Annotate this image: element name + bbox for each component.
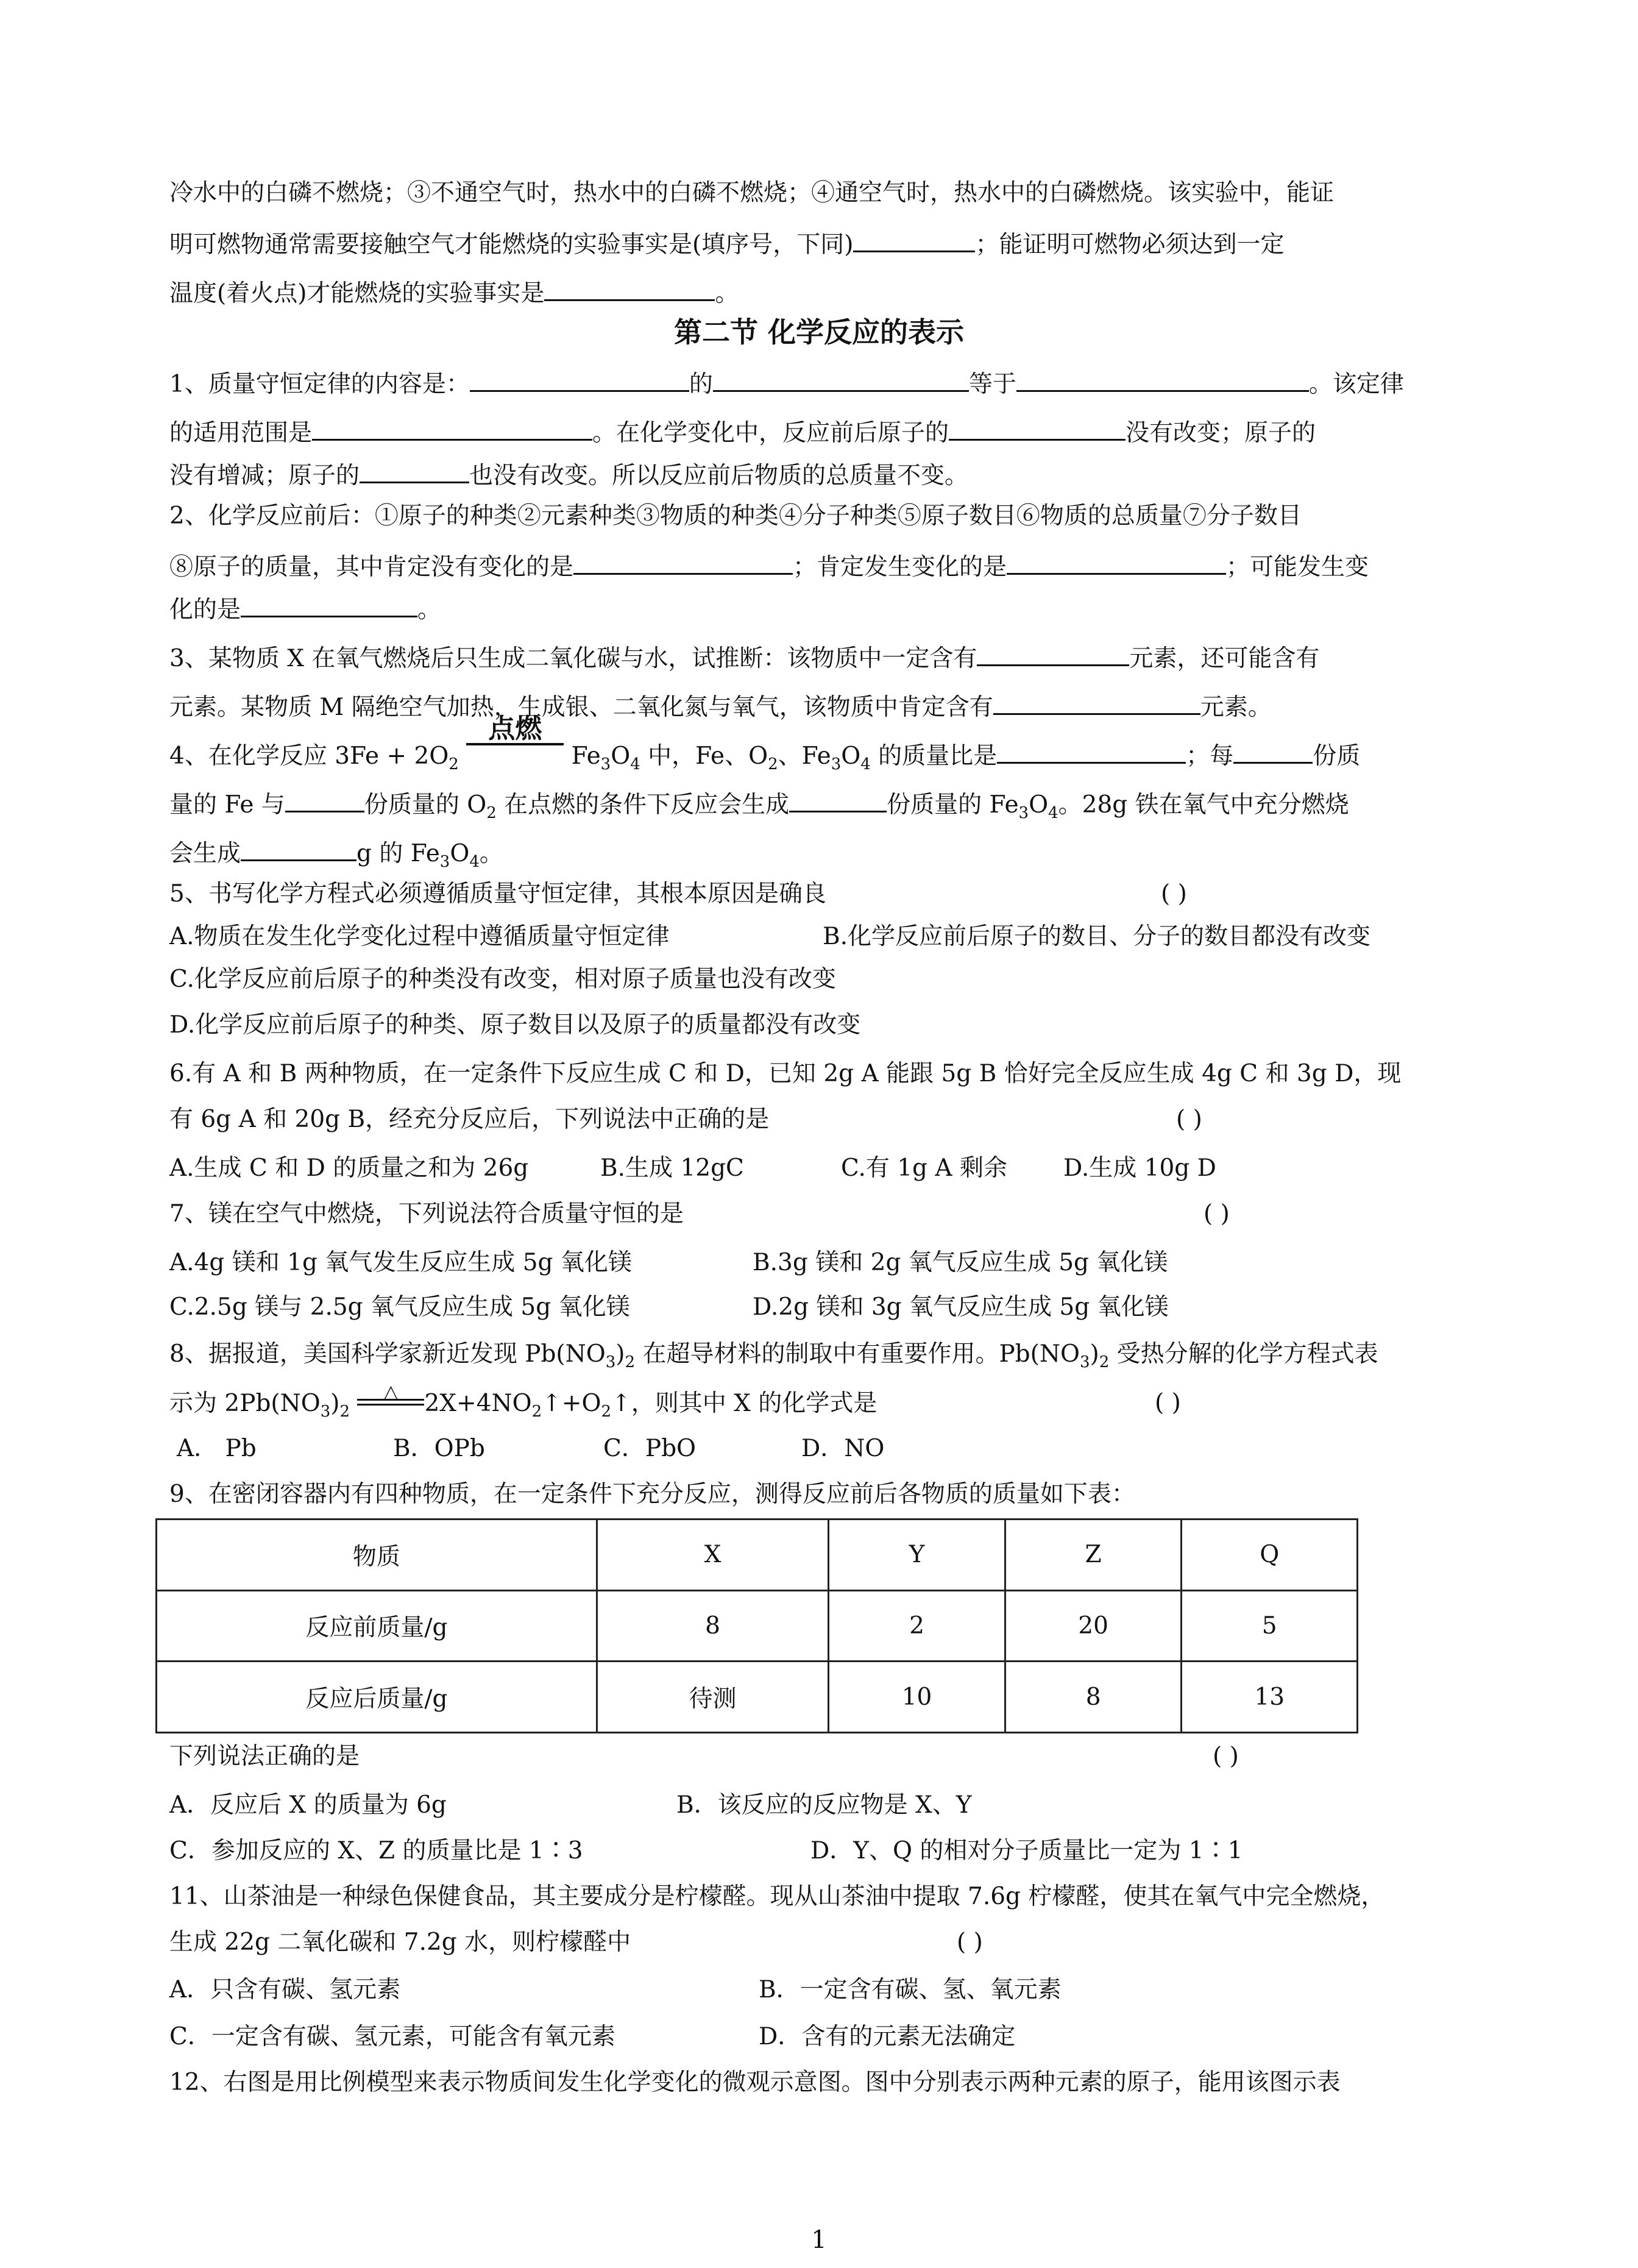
table-row [157,1590,1358,1662]
q9-after: 下列说法正确的是 [169,1743,360,1770]
table-header-row [157,1520,1358,1591]
table-header-cell: Z [1005,1520,1182,1591]
blank[interactable] [1233,738,1313,764]
q6-option-a[interactable]: A.生成 C 和 D 的质量之和为 26g [169,1154,529,1182]
answer-bracket[interactable]: ( ) [1161,880,1187,908]
table-cell: 反应前质量/g [157,1590,597,1662]
q6-line-2: 有 6g A 和 20g B，经充分反应后，下列说法中正确的是 [169,1106,770,1133]
intro-line-3: 温度(着火点)才能燃烧的实验事实是 。 [169,275,739,310]
q5-option-d[interactable]: D.化学反应前后原子的种类、原子数目以及原子的质量都没有改变 [169,1011,861,1039]
blank[interactable] [573,549,793,575]
q2-line-2: ⑧原子的质量，其中肯定没有变化的是 ；肯定发生变化的是 ；可能发生变 [169,549,1369,584]
answer-bracket[interactable]: ( ) [1155,1389,1181,1417]
blank[interactable] [285,786,364,812]
table-cell: 8 [1005,1662,1182,1733]
q12-line-1: 12、右图是用比例模型来表示物质间发生化学变化的微观示意图。图中分别表示两种元素的原子，能用该图示表 [169,2069,1341,2096]
table-cell: 反应后质量/g [157,1662,597,1733]
blank[interactable] [713,366,969,392]
q8-option-b[interactable]: B．OPb [393,1435,485,1462]
q11-option-d[interactable]: D．含有的元素无法确定 [759,2023,1016,2050]
table-cell: 待测 [597,1662,828,1733]
blank[interactable] [1016,366,1309,392]
blank[interactable] [544,275,715,301]
q8-line-1: 8、据报道，美国科学家新近发现 $Pb(NO_3)_2$ 在超导材料的制取中有重要作用。$Pb(NO_3)_2$ 受热分解的化学方程式表 [169,1340,1378,1371]
table-cell: 8 [597,1590,828,1662]
q2-line-3: 化的是 。 [169,591,441,627]
answer-bracket[interactable]: ( ) [1176,1106,1202,1133]
answer-bracket[interactable]: ( ) [1213,1743,1239,1770]
blank[interactable] [949,414,1126,441]
q9-option-b[interactable]: B．该反应的反应物是 X、Y [676,1791,972,1819]
q11-line-2: 生成 22g 二氧化碳和 7.2g 水，则柠檬醛中 [169,1929,631,1956]
blank[interactable] [241,591,417,617]
table-cell: 5 [1182,1590,1358,1662]
q7-option-b[interactable]: B.3g 镁和 2g 氧气反应生成 5g 氧化镁 [753,1249,1168,1276]
answer-bracket[interactable]: ( ) [1204,1200,1230,1228]
table-header-cell: Q [1182,1520,1358,1591]
q8-option-c[interactable]: C．PbO [603,1435,697,1462]
q6-option-d[interactable]: D.生成 10g D [1063,1154,1216,1182]
blank[interactable] [312,414,592,441]
q4-line-3: 会生成 g 的 $Fe_3O_4$。 [169,835,503,878]
q7-option-d[interactable]: D.2g 镁和 3g 氧气反应生成 5g 氧化镁 [753,1293,1169,1321]
q8-option-d[interactable]: D．NO [801,1435,885,1462]
q11-option-c[interactable]: C．一定含有碳、氢元素，可能含有氧元素 [169,2023,615,2050]
blank[interactable] [997,738,1186,764]
q5-stem: 5、书写化学方程式必须遵循质量守恒定律，其根本原因是确良 [169,880,826,908]
q6-option-c[interactable]: C.有 1g A 剩余 [841,1154,1007,1182]
q3-line-2: 元素。某物质 M 隔绝空气加热，生成银、二氧化氮与氧气，该物质中肯定含有 元素。 [169,689,1272,724]
blank[interactable] [993,689,1200,715]
q11-line-1: 11、山茶油是一种绿色保健食品，其主要成分是柠檬醛。现从山茶油中提取 7.6g 柠檬醛，使其在氧气中完全燃烧， [169,1883,1385,1910]
q7-stem: 7、镁在空气中燃烧，下列说法符合质量守恒的是 [169,1200,684,1228]
section-title: 第二节 化学反应的表示 [673,316,964,349]
blank[interactable] [1007,549,1226,575]
heating-condition: △ [357,1387,424,1411]
q9-option-a[interactable]: A．反应后 X 的质量为 6g [169,1791,447,1819]
q7-option-c[interactable]: C.2.5g 镁与 2.5g 氧气反应生成 5g 氧化镁 [169,1293,630,1321]
blank[interactable] [789,786,887,812]
q6-option-b[interactable]: B.生成 12gC [600,1154,744,1182]
intro-line-2: 明可燃物通常需要接触空气才能燃烧的实验事实是(填序号，下同) ；能证明可燃物必须达到一定 [169,226,1284,261]
q4-line-2: 量的 Fe 与 份质量的 $O_2$ 在点燃的条件下反应会生成 份质量的 $Fe_3O_4$。28g 铁在氧气中充分燃烧 [169,786,1349,830]
blank[interactable] [241,835,356,861]
q8-line-2: 示为 $2Pb(NO_3)_2$ △ $2X+4NO_2↑+O_2↑$，则其中 X 的化学式是 [169,1381,878,1421]
page-number: 1 [811,2226,827,2254]
blank[interactable] [853,226,975,252]
q1-line-2: 的适用范围是 。在化学变化中，反应前后原子的 没有改变；原子的 [169,414,1316,450]
table-row [157,1662,1358,1733]
intro-line-1: 冷水中的白磷不燃烧；③不通空气时，热水中的白磷不燃烧；④通空气时，热水中的白磷燃烧。该实验中，能证 [169,179,1335,207]
q5-option-c[interactable]: C.化学反应前后原子的种类没有改变，相对原子质量也没有改变 [169,965,836,993]
q9-option-c[interactable]: C．参加反应的 X、Z 的质量比是 1∶3 [169,1837,583,1865]
blank[interactable] [977,640,1129,666]
table-cell: 20 [1005,1590,1182,1662]
q2-line-1: 2、化学反应前后：①原子的种类②元素种类③物质的种类④分子种类⑤原子数目⑥物质的总质量⑦分子数目 [169,502,1302,530]
q1-line-3: 没有增减；原子的 也没有改变。所以反应前后物质的总质量不变。 [169,457,968,492]
q4-line-1: 4、在化学反应 $3Fe + 2O_2$ 点燃 $Fe_3O_4$ 中，Fe、$O_2$、$Fe_3O_4$ 的质量比是 ；每 份质 [169,713,1361,773]
q11-option-b[interactable]: B．一定含有碳、氢、氧元素 [759,1976,1062,2003]
blank[interactable] [360,457,469,483]
reaction-condition: 点燃 [466,739,564,764]
q8-option-a[interactable]: A． Pb [177,1435,257,1462]
q7-option-a[interactable]: A.4g 镁和 1g 氧气发生反应生成 5g 氧化镁 [169,1249,632,1276]
table-cell: 2 [829,1590,1005,1662]
q5-option-a[interactable]: A.物质在发生化学变化过程中遵循质量守恒定律 [169,923,670,950]
table-header-cell: Y [829,1520,1005,1591]
mass-table [155,1518,1358,1733]
q6-line-1: 6.有 A 和 B 两种物质，在一定条件下反应生成 C 和 D，已知 2g A 能跟 5g B 恰好完全反应生成 4g C 和 3g D，现 [169,1060,1402,1087]
q3-line-1: 3、某物质 X 在氧气燃烧后只生成二氧化碳与水，试推断：该物质中一定含有 元素，还可能含有 [169,640,1319,675]
q9-option-d[interactable]: D．Y、Q 的相对分子质量比一定为 1∶1 [810,1837,1243,1865]
answer-bracket[interactable]: ( ) [957,1929,983,1956]
q5-option-b[interactable]: B.化学反应前后原子的数目、分子的数目都没有改变 [823,923,1371,950]
q1-line-1: 1、质量守恒定律的内容是： 的 等于 。该定律 [169,366,1404,401]
q9-stem: 9、在密闭容器内有四种物质，在一定条件下充分反应，测得反应前后各物质的质量如下表： [169,1481,1135,1508]
table-cell: 13 [1182,1662,1358,1733]
q11-option-a[interactable]: A．只含有碳、氢元素 [169,1976,401,2003]
table-header-cell: X [597,1520,828,1591]
table-header-cell: 物质 [157,1520,597,1591]
table-cell: 10 [829,1662,1005,1733]
blank[interactable] [470,366,689,392]
